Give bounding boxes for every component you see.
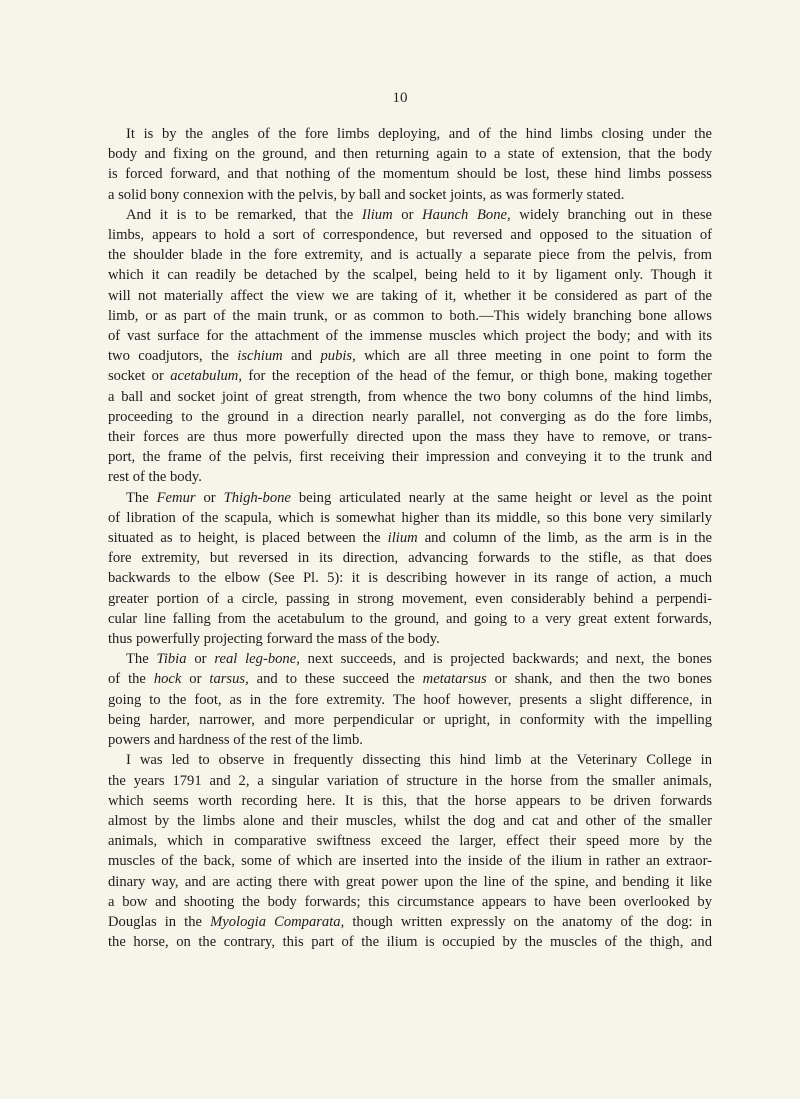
text-line — [108, 771, 712, 791]
text-line — [108, 669, 712, 689]
text-run: a solid bony connexion with the pelvis, by ball and socket joints, as was formerly stated. — [108, 186, 625, 203]
text-run: or — [392, 206, 423, 223]
page-number: 10 — [392, 90, 408, 106]
italic-term: real leg-bone, — [214, 651, 300, 668]
italic-term: tarsus, — [209, 671, 249, 688]
text-line — [108, 265, 712, 285]
text-run: backwards to the elbow (See Pl. 5): it is describing however in its range of action, a much — [108, 570, 712, 587]
text-run: The — [126, 489, 157, 506]
text-run: greater portion of a circle, passing in strong movement, even considerably behind a perpendi- — [108, 590, 712, 607]
italic-term: Tibia — [156, 651, 187, 668]
text-run: and — [282, 348, 321, 365]
text-line — [108, 851, 712, 871]
text-line — [108, 528, 712, 548]
text-line — [108, 791, 712, 811]
text-run: or shank, and then the two bones — [486, 671, 712, 688]
text-run: being articulated nearly at the same height or level as the point — [290, 489, 712, 506]
text-line — [108, 225, 712, 245]
text-run: And it is to be remarked, that the — [126, 206, 362, 223]
text-line — [108, 144, 712, 164]
text-run: or — [195, 489, 224, 506]
italic-term: hock — [153, 671, 182, 688]
text-run: their forces are thus more powerfully directed upon the mass they have to remove, or trans- — [108, 429, 712, 446]
text-line — [108, 589, 712, 609]
text-line — [108, 649, 712, 669]
text-run: widely branching out in these — [510, 206, 712, 223]
text-run: a bow and shooting the body forwards; this circumstance appears to have been overlooked by — [108, 893, 712, 910]
text-line — [108, 831, 712, 851]
text-line — [108, 710, 712, 730]
text-line — [108, 306, 712, 326]
text-run: thus powerfully projecting forward the mass of the body. — [108, 631, 440, 648]
text-run: muscles of the back, some of which are inserted into the inside of the ilium in rather an extraor- — [108, 853, 712, 870]
italic-term: Haunch Bone, — [422, 206, 511, 223]
text-run: proceeding to the ground in a direction nearly parallel, not converging as do the fore limbs, — [108, 408, 712, 425]
text-run: being harder, narrower, and more perpendicular or upright, in conformity with the impelling — [108, 711, 712, 728]
text-run: or — [186, 651, 215, 668]
text-run: body and fixing on the ground, and then returning again to a state of extension, that the body — [108, 146, 712, 163]
text-run: The — [126, 651, 157, 668]
text-run: dinary way, and are acting there with great power upon the line of the spine, and bending it like — [108, 873, 712, 890]
text-run: the shoulder blade in the fore extremity, and is actually a separate piece from the pelvis, from — [108, 247, 712, 264]
text-line — [108, 447, 712, 467]
text-line — [108, 185, 712, 205]
text-run: and column of the limb, as the arm is in the — [417, 530, 712, 547]
text-line — [108, 407, 712, 427]
text-run: animals, which in comparative swiftness exceed the larger, effect their speed more by the — [108, 833, 712, 850]
text-run: and to these succeed the — [248, 671, 423, 688]
text-line — [108, 245, 712, 265]
text-run: It is by the angles of the fore limbs deploying, and of the hind limbs closing under the — [126, 126, 712, 142]
text-run: the years 1791 and 2, a singular variation of structure in the horse from the smaller animals, — [108, 772, 712, 789]
text-run: going to the foot, as in the fore extremity. The hoof however, presents a slight difference, in — [108, 691, 712, 708]
text-run: fore extremity, but reversed in its direction, advancing forwards to the stifle, as that does — [108, 550, 712, 567]
text-run: limbs, appears to hold a sort of correspondence, but reversed and opposed to the situation of — [108, 227, 712, 244]
text-line — [108, 872, 712, 892]
text-run: situated as to height, is placed between the — [108, 530, 388, 547]
italic-term: Femur — [156, 489, 196, 506]
text-line — [108, 326, 712, 346]
text-line — [108, 932, 712, 952]
text-line — [108, 467, 712, 487]
text-run: will not materially affect the view we are taking of it, whether it be considered as part of the — [108, 287, 712, 304]
italic-term: metatarsus — [422, 671, 487, 688]
text-line — [108, 892, 712, 912]
text-run: limb, or as part of the main trunk, or as common to both.—This widely branching bone allows — [108, 307, 712, 324]
text-line — [108, 205, 712, 225]
italic-term: Myologia Comparata, — [210, 913, 345, 930]
italic-term: pubis, — [320, 348, 356, 365]
text-line — [108, 366, 712, 386]
text-run: almost by the limbs alone and their muscles, whilst the dog and cat and other of the smaller — [108, 812, 712, 829]
text-line — [108, 488, 712, 508]
text-run: socket or — [108, 368, 171, 385]
text-run: which seems worth recording here. It is this, that the horse appears to be driven forwards — [108, 792, 712, 809]
text-run: which are all three meeting in one point to form the — [355, 348, 712, 365]
text-run: next succeeds, and is projected backwards; and next, the bones — [299, 651, 712, 668]
text-run: of vast surface for the attachment of the immense muscles which project the body; and with its — [108, 328, 712, 345]
text-line — [108, 730, 712, 750]
text-line — [108, 548, 712, 568]
text-run: or — [181, 671, 210, 688]
text-line — [108, 609, 712, 629]
text-run: Douglas in the — [108, 913, 211, 930]
text-line — [108, 690, 712, 710]
text-run: of libration of the scapula, which is somewhat higher than its middle, so this bone very similarly — [108, 509, 712, 526]
text-line — [108, 912, 712, 932]
text-run: port, the frame of the pelvis, first receiving their impression and conveying it to the trunk and — [108, 449, 712, 466]
text-line — [108, 427, 712, 447]
text-line — [108, 811, 712, 831]
text-line — [108, 568, 712, 588]
text-run: cular line falling from the acetabulum to the ground, and going to a very great extent forwards, — [108, 610, 712, 627]
text-line — [108, 124, 712, 144]
text-line — [108, 164, 712, 184]
text-line — [108, 286, 712, 306]
text-run: is forced forward, and that nothing of the momentum should be lost, these hind limbs possess — [108, 166, 712, 183]
italic-term: ilium — [387, 530, 418, 547]
text-line — [108, 387, 712, 407]
italic-term: Thigh-bone — [223, 489, 291, 506]
text-line — [108, 346, 712, 366]
text-line — [108, 629, 712, 649]
text-run: two coadjutors, the — [108, 348, 238, 365]
text-run: of the — [108, 671, 154, 688]
body-text — [108, 124, 712, 952]
text-run: which it can readily be detached by the scalpel, being held to it by ligament only. Though it — [108, 267, 712, 284]
italic-term: acetabulum, — [170, 368, 242, 385]
text-line — [108, 750, 712, 770]
text-run: I was led to observe in frequently dissecting this hind limb at the Veterinary College in — [126, 752, 712, 769]
text-run: powers and hardness of the rest of the limb. — [108, 732, 363, 749]
text-run: for the reception of the head of the femur, or thigh bone, making together — [242, 368, 712, 385]
text-run: a ball and socket joint of great strength, from whence the two bony columns of the hind limbs, — [108, 388, 712, 405]
italic-term: ischium — [237, 348, 283, 365]
text-line — [108, 508, 712, 528]
text-run: the horse, on the contrary, this part of the ilium is occupied by the muscles of the thigh, and — [108, 934, 712, 951]
text-run: rest of the body. — [108, 469, 202, 486]
text-run: though written expressly on the anatomy of the dog: in — [344, 913, 712, 930]
italic-term: Ilium — [361, 206, 393, 223]
